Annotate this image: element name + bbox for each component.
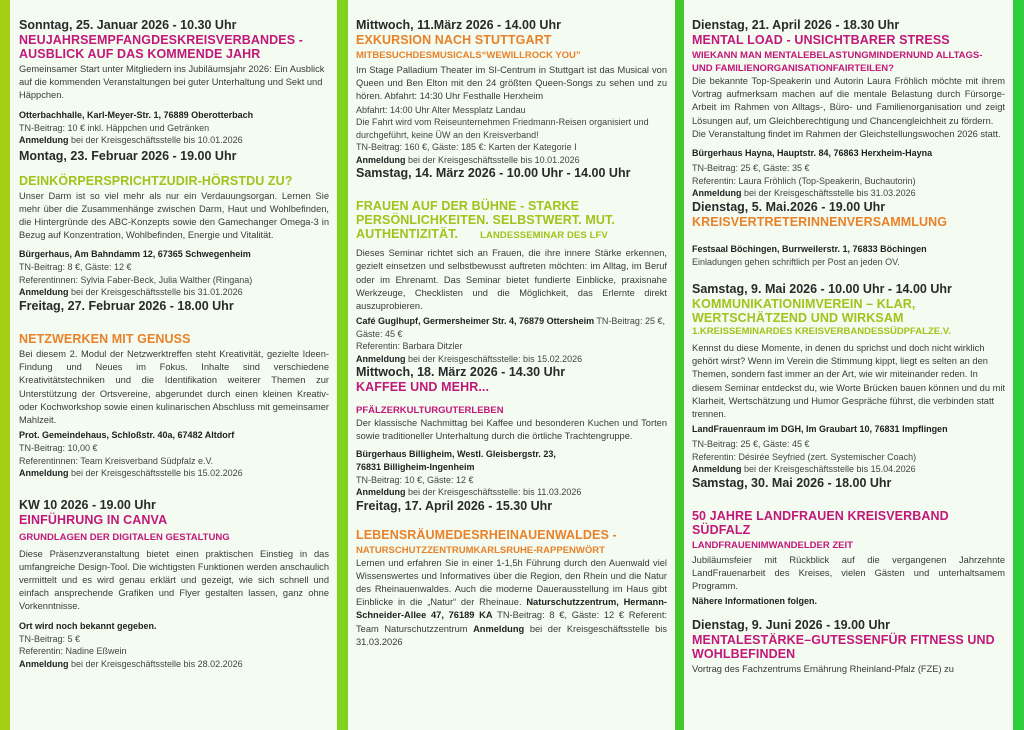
event-date: Freitag, 17. April 2026 - 15.30 Uhr [356, 498, 553, 513]
event-title: 50 JAHRE LANDFRAUEN KREISVERBAND SÜDFALZ [692, 508, 949, 537]
event-registration: Anmeldung bei der Kreisgeschäftsstelle bis 15.02.2026 [19, 468, 243, 479]
event-fee: TN-Beitrag: 10,00 € [19, 443, 98, 454]
event-description: Die bekannte Top-Speakerin und Autorin Laura Fröhlich möchte mit ihrem Vortrag aufmerksam machen auf die mentale Belastung durch Fürsorge-Arbeit im Rahmen von Alltags-, Büro- und Familienorganisation und zeigt Lösungen auf, um Gleichberechtigung und Chancengleichheit zu fördern. [692, 76, 1005, 126]
event-location: LandFrauenraum im DGH, Im Graubart 10, 76831 Impflingen [692, 424, 948, 435]
event-location: Prot. Gemeindehaus, Schloßstr. 40a, 67482 Altdorf [19, 430, 235, 441]
event-date: Samstag, 14. März 2026 - 10.00 Uhr - 14.00 Uhr [356, 166, 631, 181]
event-canva [19, 498, 329, 671]
event-description: Lernen und erfahren Sie in einer 1-1,5h Führung durch den Auenwald viel Wissenswertes und Informatives über die Region, den Rhein und die Natur des Rheinauenwaldes. Auch die moderne Dauerausstellung im Haus gibt Einblicke in die „Natur“ der Rheinaue. Naturschutzzentrum, Hermann-Schneider-Allee 47, 76189 KA TN-Beitrag: 8 €, Gäste: 12 € Referent: Team Naturschutzzentrum Anmeldung bei der Kreisgeschäftsstelle bis 31.03.2026 [356, 557, 667, 647]
event-fee: TN-Beitrag: 8 €, Gäste: 12 € [19, 262, 132, 273]
event-title: KREISVERTRETERINNENVERSAMMLUNG [692, 214, 948, 229]
event-title: KAFFEE UND MEHR... [356, 380, 490, 395]
event-subtitle: GRUNDLAGEN DER DIGITALEN GESTALTUNG [19, 531, 230, 543]
event-kommunikation [692, 282, 1005, 476]
event-kaffee-und-mehr [356, 365, 667, 498]
registration-label: Anmeldung [692, 464, 742, 475]
event-speaker: Referentinnen: Sylvia Faber-Beck, Julia Walther (Ringana) [19, 274, 253, 285]
event-location: Café Guglhupf, Germersheimer Str. 4, 76879 Ottersheim [356, 316, 595, 327]
event-dein-koerper [19, 149, 329, 299]
event-exkursion-stuttgart [356, 18, 667, 166]
event-title: LEBENSRÄUMEDESRHEINAUENWALDES - [356, 527, 617, 542]
registration-label: Anmeldung [356, 487, 406, 498]
event-fee: TN-Beitrag: 25 €, Gäste: 45 € [692, 439, 810, 450]
event-description: Diese Präsenzveranstaltung bietet einen praktischen Einstieg in das umfangreiche Design-Tool. Die wichtigsten Funktionen werden anschaulich vermittelt und es wird genau erklärt und gezeigt, wie sich schnell und einfach ansprechende Grafiken und Flyer gestalten lassen, ganz ohne Vorkenntnisse. [19, 548, 329, 612]
event-description: Kennst du diese Momente, in denen du sprichst und doch nicht wirklich gehört wirst? Wenn im Verein die Stimmung kippt, liegt es selten an den Themen, sondern fast immer an der Art, wie wir miteinander reden. In diesem Seminar entdeckst du, wie Worte Brücken bauen können und du mit Klarheit, Wertschätzung und Humor Gespräche führst, die verbinden statt trennen. [692, 343, 1005, 420]
event-title: EINFÜHRUNG IN CANVA [19, 512, 168, 527]
event-fee: TN-Beitrag: 160 €, Gäste: 185 €: Karten der Kategorie I [356, 142, 577, 153]
event-date: Sonntag, 25. Januar 2026 - 10.30 Uhr [19, 18, 237, 32]
right-border-bar [1013, 0, 1024, 730]
event-note: Die Veranstaltung findet im Rahmen der Gleichstellungswochen 2026 statt. [692, 128, 1001, 139]
event-frauen-buehne [356, 166, 667, 365]
event-speaker: Referentin: Nadine Eßwein [19, 646, 127, 657]
event-departure: Abfahrt: 14:00 Uhr Alter Messplatz Landau [356, 104, 526, 115]
event-description: Der klassische Nachmittag bei Kaffee und besonderen Kuchen und Torten sowie traditioneller Unterhaltung durch die örtliche Trachtengruppe. [356, 418, 667, 442]
event-subtitle: 1.KREISSEMINARDES KREISVERBANDESSÜDPFALZE.V. [692, 326, 951, 338]
event-speaker: Referentinnen: Team Kreisverband Südpfalz e.V. [19, 455, 214, 466]
registration-label: Anmeldung [19, 287, 69, 298]
registration-label: Anmeldung [356, 154, 406, 165]
event-description: Unser Darm ist so viel mehr als nur ein Verdauungsorgan. Lernen Sie mehr über die Zusammenhänge zwischen Darm, Haut und Wohlbefinden, die Hintergründe des ABC-Konzepts sowie den Gamechanger Omega-3 in Bezug auf Konzentration, Wohlbefinden, Energie und Vitalität. [19, 190, 329, 241]
registration-label: Anmeldung [356, 353, 406, 364]
event-registration: Anmeldung bei der Kreisgeschäftsstelle bis 15.04.2026 [692, 464, 916, 475]
event-description: Im Stage Palladium Theater im SI-Centrum in Stuttgart ist das Musical von Queen und Ben Elton mit den 24 größten Queen-Songs zu sehen und zu hören. Abfahrt: 14:30 Uhr Festhalle Herxheim [356, 65, 667, 102]
event-subtitle: LANDESSEMINAR DES LFV [480, 230, 608, 242]
event-date: Mittwoch, 18. März 2026 - 14.30 Uhr [356, 365, 566, 380]
column-divider-2 [675, 0, 684, 730]
left-border-bar [0, 0, 10, 730]
event-description: Jubiläumsfeier mit Rückblick auf die vergangenen Jahrzehnte LandFrauenarbeit des Kreises, vielen Gästen und unterhaltsamem Programm. [692, 554, 1005, 592]
event-location: Bürgerhaus Hayna, Hauptstr. 84, 76863 Herxheim-Hayna [692, 148, 933, 159]
event-date: Montag, 23. Februar 2026 - 19.00 Uhr [19, 148, 237, 163]
event-registration: Anmeldung bei der Kreisgeschäftsstelle bis 10.01.2026 [19, 135, 243, 146]
event-speaker: Referentin: Laura Fröhlich (Top-Speakerin, Buchautorin) [692, 175, 916, 186]
event-date: Samstag, 9. Mai 2026 - 10.00 Uhr - 14.00 Uhr [692, 282, 952, 297]
event-description: Gemeinsamer Start unter Mitgliedern ins Jubiläumsjahr 2026: Ein Ausblick auf die kommenden Veranstaltungen bei guter Unterhaltung und Sekt und Häppchen. [19, 64, 325, 101]
event-rheinauenwald [356, 499, 667, 649]
event-fee: TN-Beitrag: 25 €, Gäste: 35 € [692, 163, 810, 174]
event-title: KOMMUNIKATIONIMVEREIN – KLAR, WERTSCHÄTZEND UND WIRKSAM [692, 297, 916, 326]
event-netzwerken [19, 299, 329, 480]
event-location: Bürgerhaus Billigheim, Westl. Gleisbergstr. 23, [356, 448, 556, 459]
event-neujahrsempfang [19, 18, 329, 147]
event-note: Die Fahrt wird vom Reiseunternehmen Friedmann-Reisen organisiert und durchgeführt, keine ÜW an den Kreisverband! [356, 117, 649, 140]
event-note: Einladungen gehen schriftlich per Post an jeden OV. [692, 256, 900, 267]
event-50-jahre [692, 476, 1005, 609]
event-title: NETZWERKEN MIT GENUSS [19, 331, 191, 346]
event-date: Dienstag, 9. Juni 2026 - 19.00 Uhr [692, 618, 890, 633]
event-fee: TN-Beitrag: 5 € [19, 633, 81, 644]
event-kreisvertreterinnen [692, 200, 1005, 269]
event-location-fee [356, 315, 667, 340]
event-date: Samstag, 30. Mai 2026 - 18.00 Uhr [692, 475, 892, 490]
event-date: KW 10 2026 - 19.00 Uhr [19, 497, 156, 512]
event-title: DEINKÖRPERSPRICHTZUDIR-HÖRSTDU ZU? [19, 173, 293, 188]
column-1 [10, 0, 337, 730]
event-subtitle: MITBESUCHDESMUSICALS“WEWILLROCK YOU” [356, 50, 581, 61]
event-description: Vortrag des Fachzentrums Ernährung Rheinland-Pfalz (FZE) zu [692, 664, 954, 675]
event-registration: Anmeldung bei der Kreisgeschäftsstelle bis 31.01.2026 [19, 287, 243, 298]
event-fee: TN-Beitrag: 10 € inkl. Häppchen und Getränken [19, 122, 210, 133]
event-location: Bürgerhaus, Am Bahndamm 12, 67365 Schwegenheim [19, 249, 251, 260]
registration-label: Anmeldung [19, 468, 69, 479]
event-speaker: Referentin: Désirée Seyfried (zert. Systemischer Coach) [692, 451, 917, 462]
event-description: Dieses Seminar richtet sich an Frauen, die ihre innere Stärke erkennen, gezielt einsetzen und selbstbewusst auftreten möchten: im Alltag, im Beruf oder im Ehrenamt. Das Seminar bietet fundierte Einblicke, praxisnahe Werkzeuge, Checklisten und die Möglichkeit, das Erlernte direkt auszuprobieren. [356, 248, 667, 311]
event-registration: Anmeldung bei der Kreisgeschäftsstelle bis 31.03.2026 [692, 188, 916, 199]
event-subtitle: LANDFRAUENIMWANDELDER ZEIT [692, 539, 853, 551]
event-title: NEUJAHRSEMPFANGDESKREISVERBANDES - AUSBLICK AUF DAS KOMMENDE JAHR [19, 33, 303, 61]
event-subtitle: NATURSCHUTZZENTRUMKARLSRUHE-RAPPENWÖRT [356, 544, 605, 556]
event-location: Nähere Informationen folgen. [692, 596, 818, 607]
event-description: Bei diesem 2. Modul der Netzwerktreffen steht Kreativität, gezielte Ideen-Findung und Neues im Fokus. Inhalte sind verschiedene Kreativitätstechniken und die Identifikation weiterer Themen zur Unterstützung der Ortsvereine, abgerundet durch einen kleinen Kreativ- oder Kochworkshop sowie einen kulinarischen Abschluss mit gemeinsamer Mahlzeit. [19, 348, 329, 425]
event-title: MENTALESTÄRKE–GUTESSENFÜR FITNESS UND WOHLBEFINDEN [692, 633, 995, 662]
event-fee: TN-Beitrag: 10 €, Gäste: 12 € [356, 474, 474, 485]
event-registration: Anmeldung bei der Kreisgeschäftsstelle: bis 15.02.2026 [356, 353, 583, 364]
event-mentale-staerke [692, 618, 1005, 676]
event-fee: TN-Beitrag: 25 €, Gäste: 45 € [356, 316, 665, 339]
event-speaker: Referentin: Barbara Ditzler [356, 341, 463, 352]
event-date: Dienstag, 21. April 2026 - 18.30 Uhr [692, 18, 900, 32]
event-registration: Anmeldung bei der Kreisgeschäftsstelle bis 10.01.2026 [356, 154, 580, 165]
event-location: Ort wird noch bekannt gegeben. [19, 620, 157, 631]
registration-label: Anmeldung [473, 623, 525, 634]
event-registration: Anmeldung bei der Kreisgeschäftsstelle: bis 11.03.2026 [356, 487, 582, 498]
event-subtitle: WIEKANN MAN MENTALEBELASTUNGMINDERNUND ALLTAGS- UND FAMILIENORGANISATIONFAIRTEILEN? [692, 50, 983, 74]
event-mental-load [692, 18, 1005, 200]
event-registration: Anmeldung bei der Kreisgeschäftsstelle bis 28.02.2026 [19, 658, 243, 669]
column-3 [684, 0, 1013, 730]
event-title: FRAUEN AUF DER BÜHNE - STARKE PERSÖNLICHKEITEN. SELBSTWERT. MUT. AUTHENTIZITÄT. LANDESSEMINAR DES LFV [356, 199, 615, 242]
event-date: Freitag, 27. Februar 2026 - 18.00 Uhr [19, 298, 234, 313]
event-subtitle: PFÄLZERKULTURGUTERLEBEN [356, 405, 504, 417]
column-2 [348, 0, 675, 730]
registration-label: Anmeldung [19, 135, 69, 146]
event-fee: TN-Beitrag: 8 €, Gäste: 12 € Referent: Team Naturschutzzentrum [356, 610, 667, 634]
registration-label: Anmeldung [692, 188, 742, 199]
event-title: EXKURSION NACH STUTTGART [356, 33, 552, 47]
event-date: Dienstag, 5. Mai.2026 - 19.00 Uhr [692, 199, 886, 214]
column-divider-1 [337, 0, 348, 730]
event-location: Otterbachhalle, Karl-Meyer-Str. 1, 76889 Oberotterbach [19, 109, 254, 120]
event-location: Festsaal Böchingen, Burrweilerstr. 1, 76833 Böchingen [692, 243, 927, 254]
event-title: MENTAL LOAD - UNSICHTBARER STRESS [692, 33, 950, 47]
event-location-city: 76831 Billigheim-Ingenheim [356, 461, 475, 472]
event-location: Naturschutzzentrum, Hermann-Schneider-Allee 47, 76189 KA [356, 597, 667, 621]
registration-label: Anmeldung [19, 658, 69, 669]
event-date: Mittwoch, 11.März 2026 - 14.00 Uhr [356, 18, 561, 32]
